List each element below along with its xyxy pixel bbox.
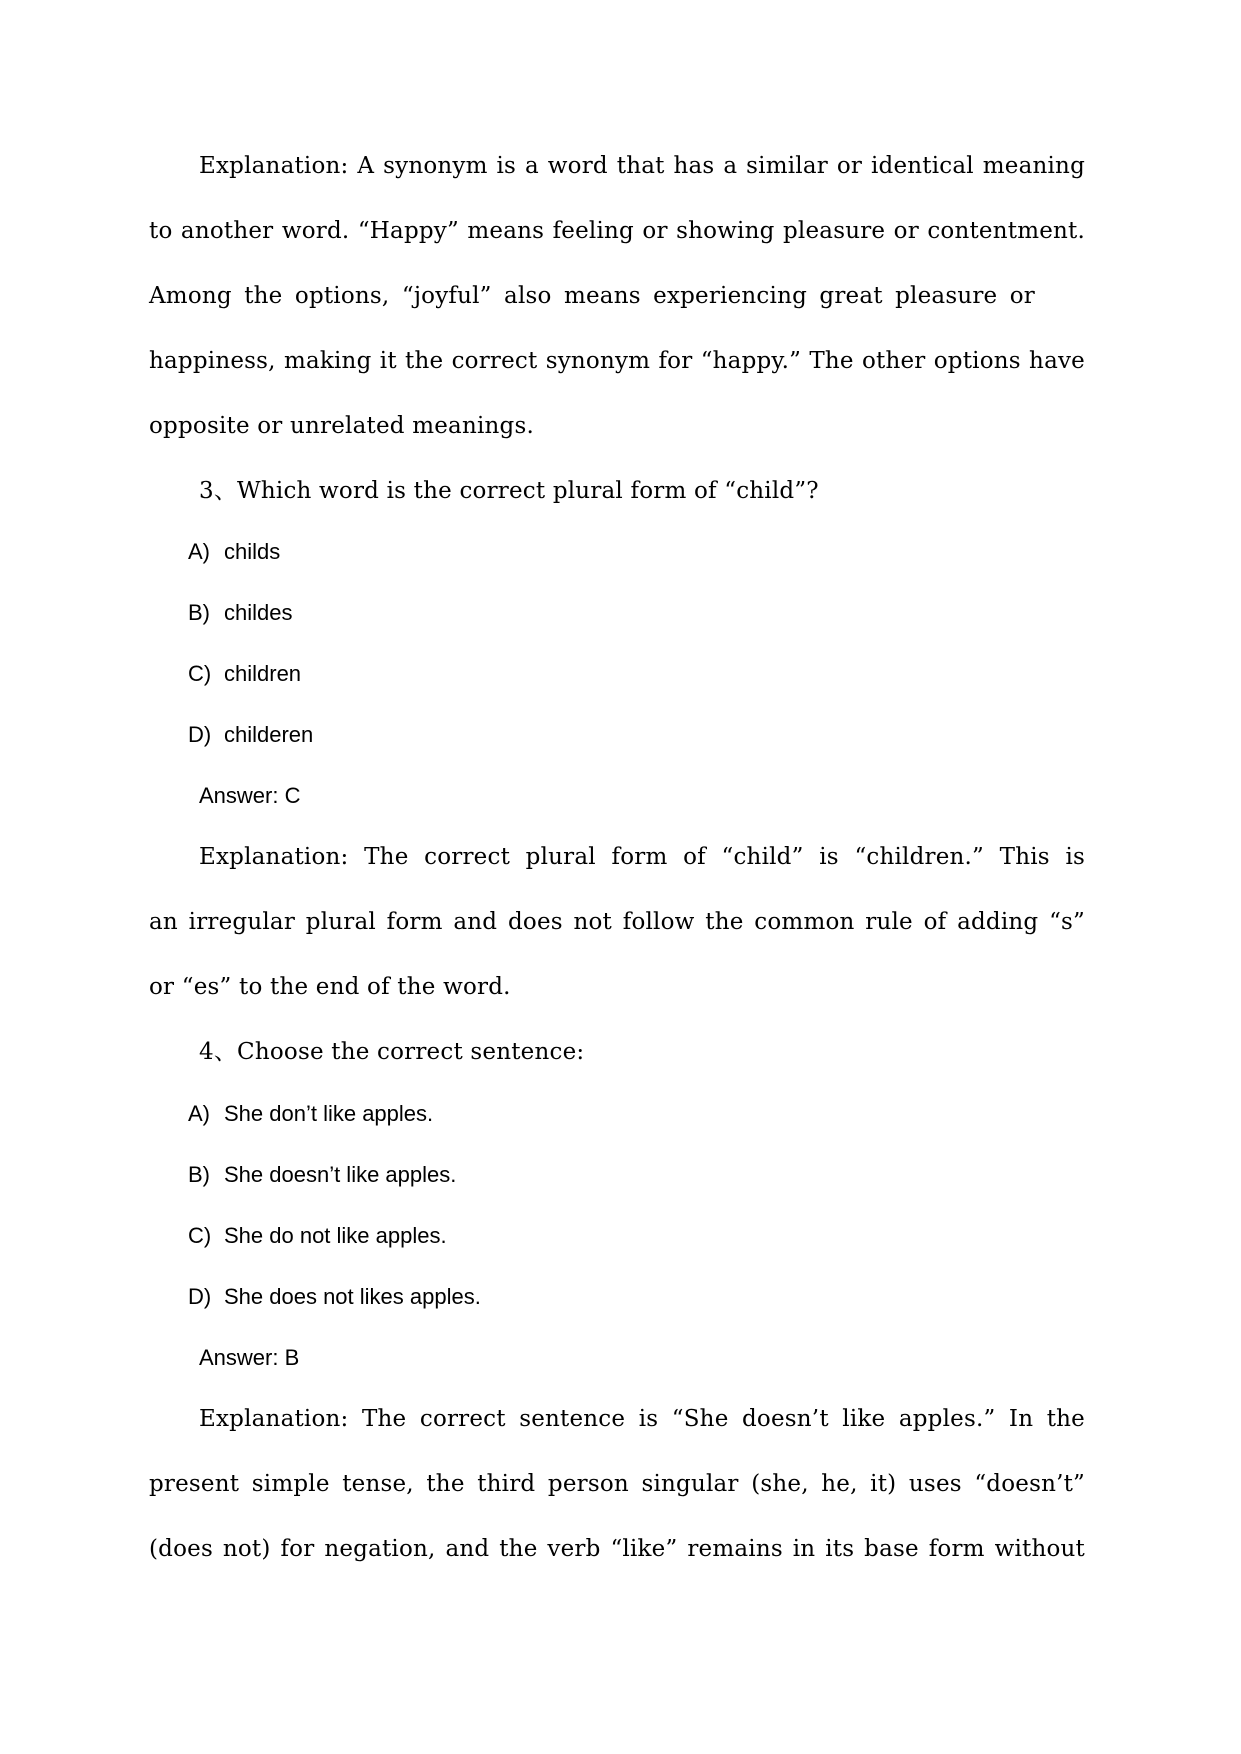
explanation-line: happiness, making it the correct synonym for “happy.” The other options have: [149, 348, 1085, 374]
answer-3: Answer: C: [199, 783, 301, 808]
explanation-line: (does not) for negation, and the verb “like” remains in its base form without: [149, 1536, 1085, 1562]
option-text: childeren: [224, 722, 314, 747]
option-text: She doesn’t like apples.: [224, 1162, 457, 1187]
explanation-line: Explanation: The correct sentence is “She doesn’t like apples.” In the: [199, 1406, 1085, 1432]
option-text: She don’t like apples.: [224, 1101, 434, 1126]
option-text: She do not like apples.: [224, 1223, 447, 1248]
option-c: [188, 663, 588, 689]
option-text: children: [224, 661, 302, 686]
option-letter: B): [188, 1162, 210, 1187]
option-letter: D): [188, 722, 212, 747]
explanation-line: Explanation: The correct plural form of “child” is “children.” This is: [199, 844, 1085, 870]
option-letter: A): [188, 1101, 210, 1126]
question-3: 3、Which word is the correct plural form of “child”?: [199, 478, 819, 504]
option-letter: A): [188, 539, 210, 564]
option-letter: D): [188, 1284, 212, 1309]
option-letter: C): [188, 661, 212, 686]
option-text: childs: [224, 539, 281, 564]
option-letter: C): [188, 1223, 212, 1248]
option-d: [188, 724, 588, 750]
explanation-line: an irregular plural form and does not follow the common rule of adding “s”: [149, 909, 1085, 935]
explanation-line: opposite or unrelated meanings.: [149, 413, 534, 439]
option-b: [188, 602, 588, 628]
option-d: [188, 1286, 688, 1312]
option-text: childes: [224, 600, 293, 625]
explanation-line: to another word. “Happy” means feeling or showing pleasure or contentment.: [149, 218, 1085, 244]
question-4: 4、Choose the correct sentence:: [199, 1039, 585, 1065]
option-letter: B): [188, 600, 210, 625]
option-b: [188, 1164, 688, 1190]
option-a: [188, 541, 588, 567]
explanation-line: Among the options, “joyful” also means experiencing great pleasure or: [149, 283, 1035, 309]
option-a: [188, 1103, 688, 1129]
explanation-line: Explanation: A synonym is a word that has a similar or identical meaning: [199, 153, 1085, 179]
explanation-line: present simple tense, the third person singular (she, he, it) uses “doesn’t”: [149, 1471, 1085, 1497]
option-c: [188, 1225, 688, 1251]
explanation-line: or “es” to the end of the word.: [149, 974, 511, 1000]
answer-4: Answer: B: [199, 1345, 300, 1370]
option-text: She does not likes apples.: [224, 1284, 481, 1309]
